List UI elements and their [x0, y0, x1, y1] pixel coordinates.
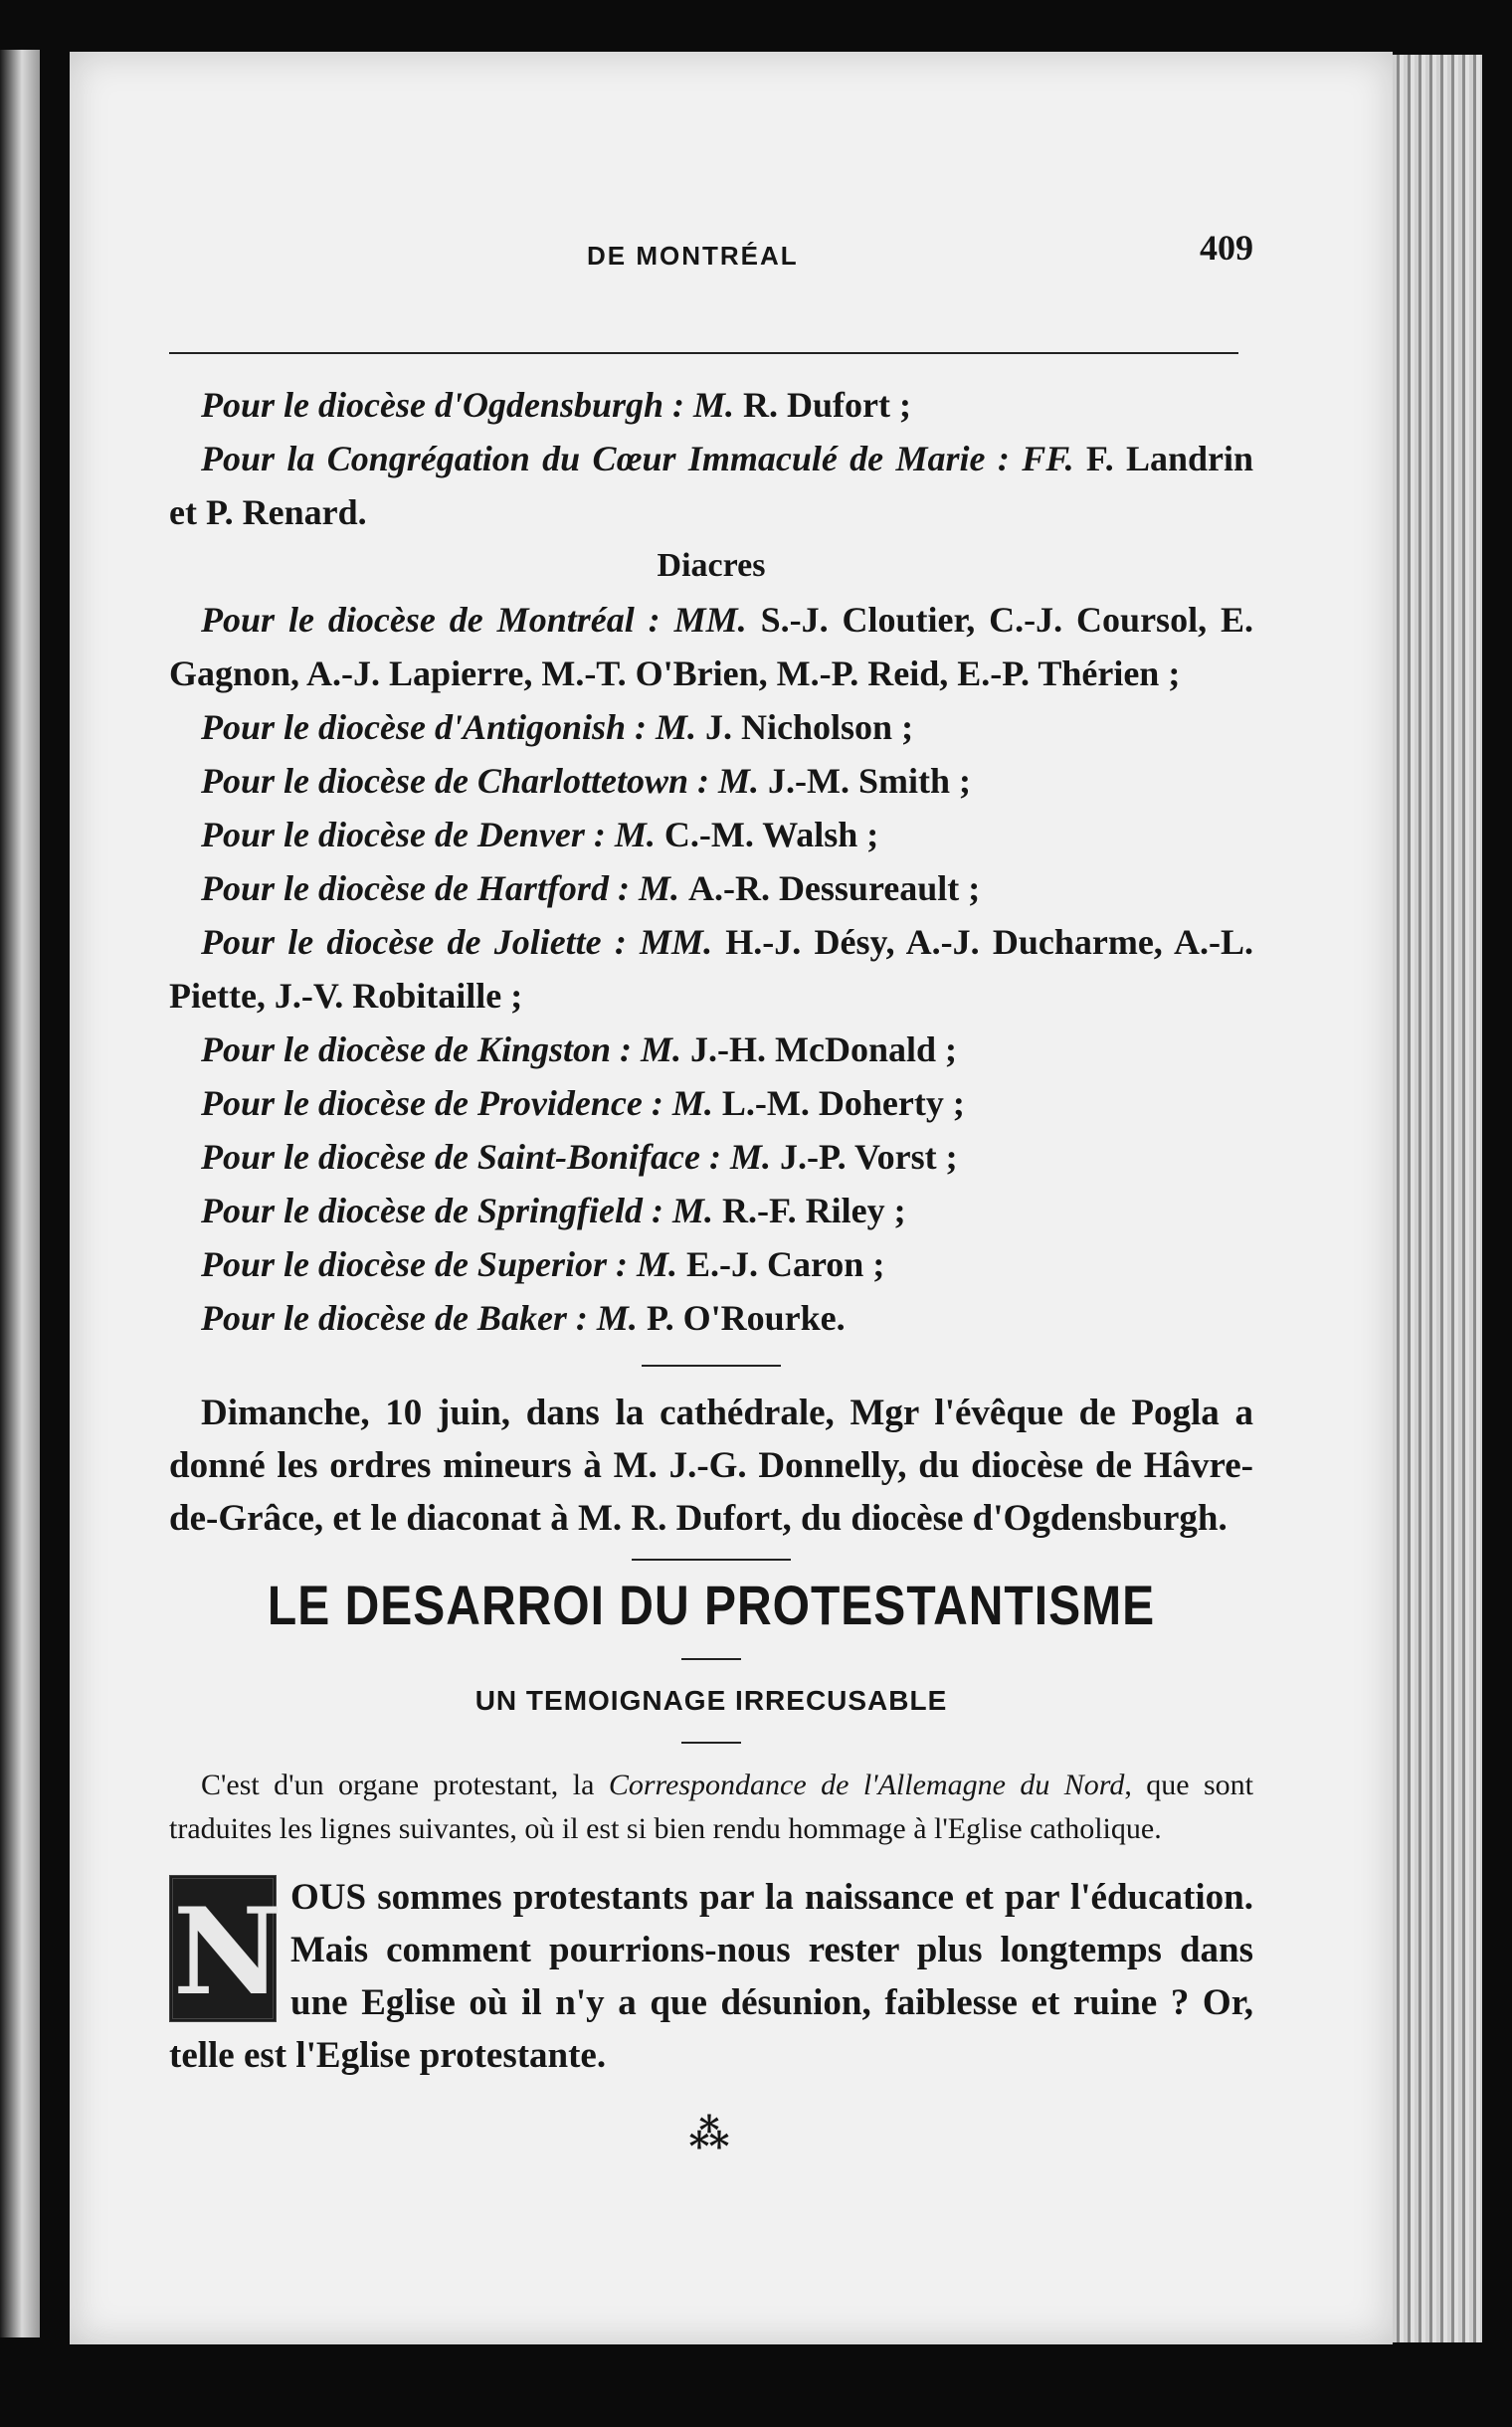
ordination-list-diacres	[169, 593, 1253, 1345]
book-page	[70, 52, 1393, 2344]
honorific-prefix: M.	[671, 1191, 713, 1230]
ordination-entry	[169, 378, 1253, 432]
ordination-entry	[169, 1184, 1253, 1237]
ordination-entry	[169, 593, 1253, 700]
ordinand-names: F. Landrin et P. Renard.	[169, 439, 1254, 532]
honorific-prefix: M.	[717, 761, 759, 801]
diocese-label: Pour le diocèse de Baker :	[201, 1298, 588, 1338]
intro-text: C'est d'un organe protestant, la	[201, 1769, 609, 1801]
article-title: LE DESARROI DU PROTESTANTISME	[267, 1576, 1156, 1637]
sunday-paragraph: Dimanche, 10 juin, dans la cathédrale, Mgr l'évêque de Pogla a donné les ordres mineurs à M. J.-G. Donnelly, du diocèse de Hâvre-de-Grâce, et le diaconat à M. R. Dufort, du diocèse d'Ogdensburgh.	[169, 1393, 1253, 1539]
diocese-label: Pour le diocèse de Springfield :	[201, 1191, 663, 1230]
ordinand-names: L.-M. Doherty ;	[721, 1083, 965, 1123]
ordination-entry	[169, 432, 1253, 539]
diocese-label: Pour la Congrégation du Cœur Immaculé de Marie :	[201, 439, 1010, 478]
ordination-entry	[169, 700, 1253, 754]
diocese-label: Pour le diocèse de Joliette :	[201, 922, 627, 962]
honorific-prefix: M.	[693, 385, 735, 425]
ordinand-names: J.-P. Vorst ;	[779, 1137, 958, 1177]
ordinand-names: A.-R. Dessureault ;	[687, 868, 981, 908]
honorific-prefix: M.	[636, 1244, 677, 1284]
diocese-label: Pour le diocèse de Hartford :	[201, 868, 630, 908]
adjacent-page-edge	[0, 50, 40, 2337]
title-rule	[681, 1658, 741, 1660]
honorific-prefix: MM.	[673, 600, 747, 640]
ordination-entry	[169, 754, 1253, 808]
diocese-label: Pour le diocèse d'Antigonish :	[201, 707, 648, 747]
honorific-prefix: M.	[640, 1029, 681, 1069]
honorific-prefix: FF.	[1022, 439, 1074, 478]
ordinand-names: E.-J. Caron ;	[685, 1244, 885, 1284]
running-head	[169, 227, 1253, 286]
diocese-label: Pour le diocèse de Providence :	[201, 1083, 663, 1123]
ordinand-names: S.-J. Cloutier, C.-J. Coursol, E. Gagnon, A.-J. Lapierre, M.-T. O'Brien, M.-P. Reid, E.-P. Thérien ;	[169, 600, 1254, 693]
diocese-label: Pour le diocèse de Montréal :	[201, 600, 661, 640]
diocese-label: Pour le diocèse de Charlottetown :	[201, 761, 709, 801]
header-rule	[169, 352, 1238, 354]
article-intro	[169, 1764, 1253, 1851]
ordinand-names: P. O'Rourke.	[646, 1298, 846, 1338]
subtitle-rule	[681, 1742, 741, 1744]
ordination-entry	[169, 1076, 1253, 1130]
section-heading-diacres: Diacres	[657, 547, 766, 584]
ordination-entry	[169, 915, 1253, 1023]
separator-rule	[642, 1365, 781, 1367]
intro-source: Correspondance de l'Allemagne du Nord	[608, 1769, 1125, 1801]
book-page-edges	[1393, 55, 1482, 2342]
diocese-label: Pour le diocèse de Saint-Boniface :	[201, 1137, 721, 1177]
honorific-prefix: M.	[671, 1083, 713, 1123]
ordination-list-top	[169, 378, 1253, 539]
article-body	[169, 1871, 1253, 2082]
diocese-label: Pour le diocèse de Superior :	[201, 1244, 628, 1284]
ordinand-names: R.-F. Riley ;	[721, 1191, 906, 1230]
asterism: ⁂	[688, 2112, 734, 2156]
ordinand-names: R. Dufort ;	[743, 385, 911, 425]
honorific-prefix: MM.	[640, 922, 713, 962]
honorific-prefix: M.	[729, 1137, 771, 1177]
ordinand-names: H.-J. Désy, A.-J. Ducharme, A.-L. Piette, J.-V. Robitaille ;	[169, 922, 1254, 1016]
diocese-label: Pour le diocèse d'Ogdensburgh :	[201, 385, 684, 425]
honorific-prefix: M.	[614, 815, 656, 854]
ordination-entry	[169, 1130, 1253, 1184]
ordination-entry	[169, 1237, 1253, 1291]
ordination-entry	[169, 808, 1253, 861]
running-title: DE MONTRÉAL	[587, 241, 799, 271]
page-number: 409	[1200, 228, 1253, 268]
honorific-prefix: M.	[656, 707, 697, 747]
ordinand-names: J. Nicholson ;	[705, 707, 914, 747]
article-subtitle: UN TEMOIGNAGE IRRECUSABLE	[474, 1685, 948, 1716]
drop-cap-initial: N	[169, 1875, 277, 2022]
ordination-entry	[169, 1291, 1253, 1345]
ordination-entry	[169, 1023, 1253, 1076]
ordinand-names: J.-H. McDonald ;	[690, 1029, 957, 1069]
honorific-prefix: M.	[638, 868, 679, 908]
diocese-label: Pour le diocèse de Denver :	[201, 815, 606, 854]
diocese-label: Pour le diocèse de Kingston :	[201, 1029, 632, 1069]
separator-rule	[632, 1559, 791, 1561]
ordinand-names: C.-M. Walsh ;	[663, 815, 879, 854]
ordination-entry	[169, 861, 1253, 915]
ordinand-names: J.-M. Smith ;	[768, 761, 971, 801]
intro-text-end: , que sont traduites les lignes suivantes, où il est si bien rendu hommage à l'Eglise catholique.	[169, 1769, 1254, 1845]
article-body-text: OUS sommes protestants par la naissance et par l'éducation. Mais comment pourrions-nous rester plus longtemps dans une Eglise où il n'y a que désunion, faiblesse et ruine ? Or, telle est l'Eglise protestante.	[169, 1877, 1253, 2076]
honorific-prefix: M.	[596, 1298, 638, 1338]
body-text	[169, 378, 1253, 2161]
